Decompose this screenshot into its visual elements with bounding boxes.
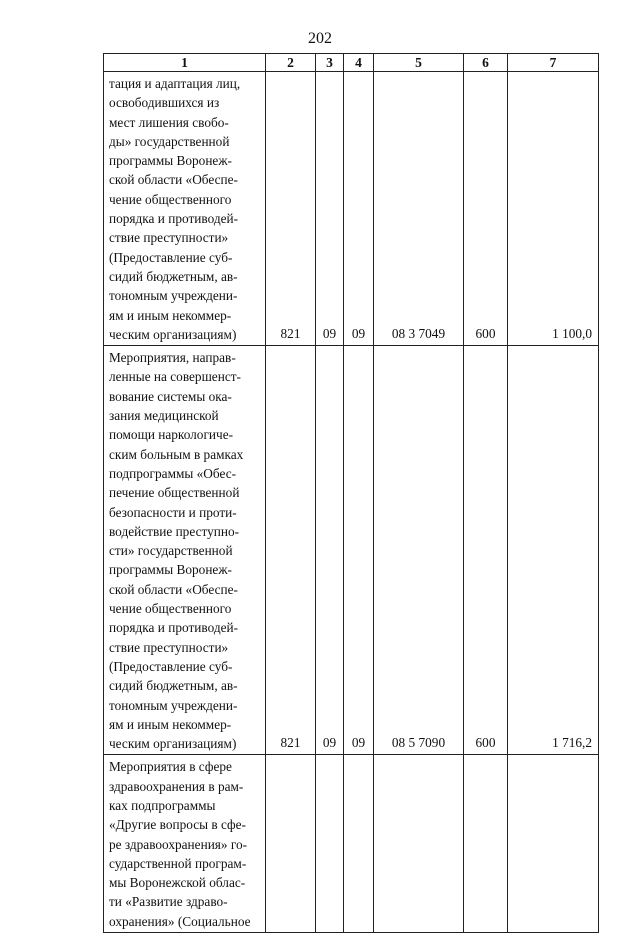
header-col-5: 5 (374, 54, 464, 72)
description-line: (Предоставление суб- (109, 249, 233, 265)
header-col-7: 7 (508, 54, 599, 72)
table-row (104, 755, 599, 933)
description-line: мы Воронежской облас- (109, 875, 246, 891)
header-col-6: 6 (464, 54, 508, 72)
header-row (104, 54, 599, 72)
cell-section: 09 (316, 72, 344, 346)
row-description (104, 346, 266, 755)
header-col-2: 2 (266, 54, 316, 72)
table-row (104, 346, 599, 755)
description-line: ям и иным некоммер- (109, 307, 232, 323)
description-line: сударственной програм- (109, 855, 247, 871)
description-line: мест лишения свобо- (109, 114, 229, 130)
description-line: освободившихся из (109, 95, 220, 111)
cell-section (316, 755, 344, 933)
cell-section: 09 (316, 346, 344, 755)
description-line: ской области «Обеспе- (109, 172, 238, 188)
description-line: ской области «Обеспе- (109, 581, 238, 597)
row-description (104, 72, 266, 346)
page-number: 202 (308, 30, 332, 47)
cell-subsection: 09 (344, 72, 374, 346)
cell-subsection (344, 755, 374, 933)
description-line: программы Воронеж- (109, 562, 232, 578)
description-line: сти» государственной (109, 543, 233, 559)
table-row (104, 72, 599, 346)
description-line: охранения» (Социальное (109, 913, 251, 929)
row-description (104, 755, 266, 933)
description-line: ствие преступности» (109, 639, 229, 655)
description-line: программы Воронеж- (109, 153, 232, 169)
description-line: ках подпрограммы (109, 797, 216, 813)
description-line: вование системы ока- (109, 388, 232, 404)
description-line: «Другие вопросы в сфе- (109, 817, 246, 833)
description-line: ти «Развитие здраво- (109, 894, 228, 910)
header-col-3: 3 (316, 54, 344, 72)
cell-subsection: 09 (344, 346, 374, 755)
cell-target-article (374, 755, 464, 933)
cell-expense-type: 600 (464, 72, 508, 346)
cell-ministry-code: 821 (266, 346, 316, 755)
cell-amount (508, 755, 599, 933)
description-line: безопасности и проти- (109, 504, 237, 520)
description-line: порядка и противодей- (109, 211, 239, 227)
cell-amount: 1 716,2 (508, 346, 599, 755)
cell-target-article: 08 5 7090 (374, 346, 464, 755)
cell-ministry-code: 821 (266, 72, 316, 346)
description-line: ре здравоохранения» го- (109, 836, 248, 852)
budget-table (103, 53, 599, 933)
description-line: чение общественного (109, 191, 232, 207)
description-line: Мероприятия в сфере (109, 759, 232, 775)
description-line: печение общественной (109, 485, 240, 501)
cell-target-article: 08 3 7049 (374, 72, 464, 346)
description-line: тация и адаптация лиц, (109, 76, 241, 91)
description-line: тономным учреждени- (109, 288, 238, 304)
description-line: сидий бюджетным, ав- (109, 268, 238, 284)
cell-expense-type (464, 755, 508, 933)
description-line: ческим организациям) (109, 326, 237, 342)
description-line: ским больным в рамках (109, 446, 244, 462)
description-line: помощи наркологиче- (109, 427, 234, 443)
cell-ministry-code (266, 755, 316, 933)
description-line: порядка и противодей- (109, 620, 239, 636)
header-col-4: 4 (344, 54, 374, 72)
header-col-1: 1 (104, 54, 266, 72)
description-line: сидий бюджетным, ав- (109, 678, 238, 694)
description-line: ям и иным некоммер- (109, 716, 232, 732)
description-line: чение общественного (109, 601, 232, 617)
description-line: зания медицинской (109, 408, 219, 424)
description-line: водействие преступно- (109, 523, 240, 539)
description-line: подпрограммы «Обес- (109, 465, 237, 481)
cell-amount: 1 100,0 (508, 72, 599, 346)
description-line: ды» государственной (109, 133, 230, 149)
cell-expense-type: 600 (464, 346, 508, 755)
description-line: здравоохранения в рам- (109, 778, 244, 794)
description-line: Мероприятия, направ- (109, 350, 236, 366)
description-line: ствие преступности» (109, 230, 229, 246)
description-line: тономным учреждени- (109, 697, 238, 713)
description-line: (Предоставление суб- (109, 658, 233, 674)
description-line: ленные на совершенст- (109, 369, 241, 385)
description-line: ческим организациям) (109, 736, 237, 752)
